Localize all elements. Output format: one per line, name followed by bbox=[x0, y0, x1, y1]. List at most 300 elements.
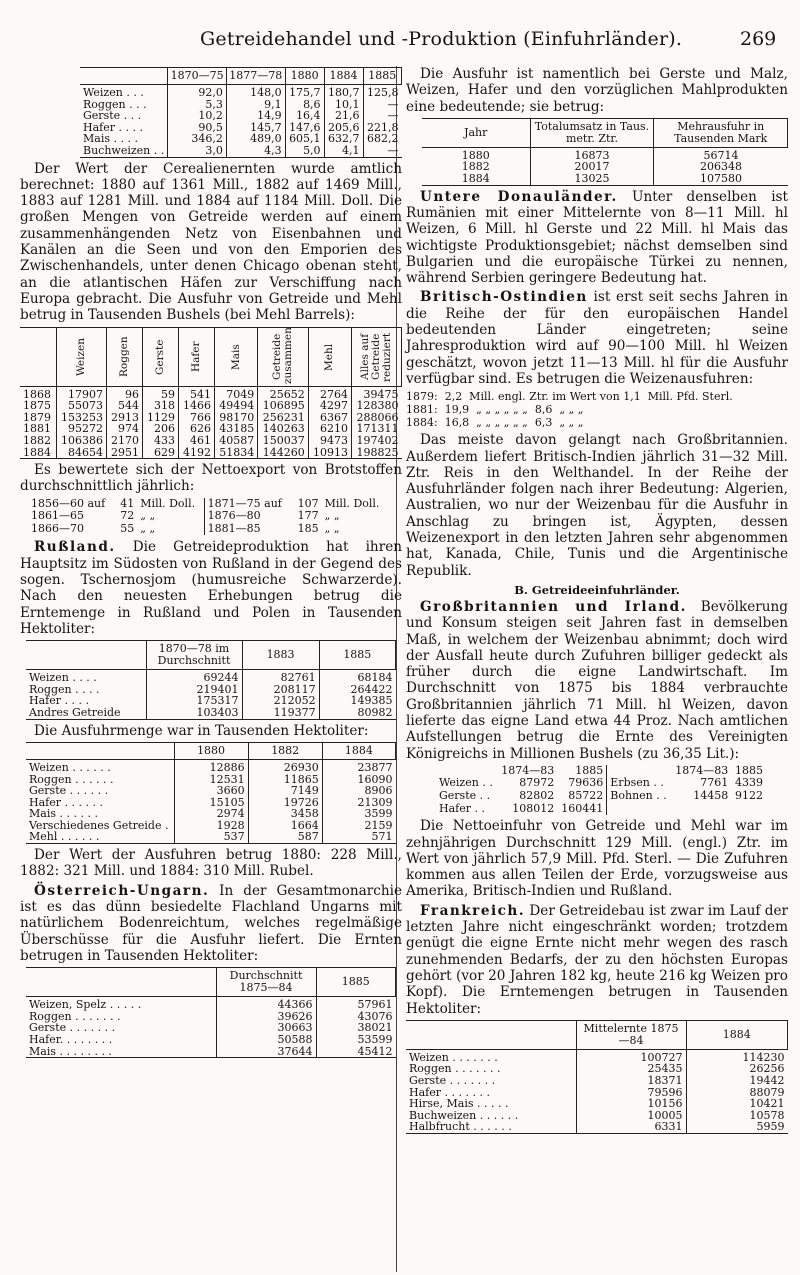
table-cell: 21,6 bbox=[324, 110, 363, 122]
table-cell: 6210 bbox=[308, 423, 351, 435]
table-row bbox=[406, 1121, 788, 1133]
table-row bbox=[28, 510, 388, 523]
table-cell: 288066 bbox=[352, 412, 402, 424]
table-cell: 10,1 bbox=[324, 99, 363, 111]
table-cell: 149385 bbox=[319, 695, 395, 707]
table-cell: 974 bbox=[106, 423, 142, 435]
table-cell: 206348 bbox=[654, 161, 788, 173]
austria-harvest-table bbox=[26, 967, 396, 1058]
table-cell: 10005 bbox=[576, 1110, 686, 1122]
table-cell: 90,5 bbox=[168, 122, 227, 134]
table-cell: 2974 bbox=[174, 808, 248, 820]
table-cell: 103403 bbox=[146, 707, 242, 719]
table-cell: 18371 bbox=[576, 1075, 686, 1087]
table-cell: 175317 bbox=[146, 695, 242, 707]
row-label: Halbfrucht . . . . . . bbox=[406, 1121, 576, 1133]
table-cell: 57961 bbox=[316, 997, 396, 1011]
list-item: 1884: 16,8 „ „ „ „ „ „ 6,3 „ „ „ bbox=[406, 416, 584, 430]
table-cell: 461 bbox=[179, 435, 215, 447]
column-header bbox=[26, 968, 216, 997]
row-label: Mais . . . . . . bbox=[29, 807, 98, 821]
table-cell: 82761 bbox=[242, 670, 319, 684]
row-label: Roggen . . . . . . bbox=[29, 772, 114, 786]
paragraph-cereal-value: Der Wert der Cerealienernten wurde amtlich berechnet: 1880 auf 1361 Mill., 1882 auf 1469 Mill., 1883 auf 1281 Mill. und 1884 auf 1184 Mill. Doll. Die großen Mengen von Getreide werden auf einem zusammenhängenden Netz von Eisenbahnen und Kanälen an die Seen und von den Emporien des Zwischenhandels, unter denen Chicago obenan steht, an die atlantischen Häfen zur Verschiffung nach Europa gebracht. Die Ausfuhr von Getreide und Mehl betrug in Tausenden Bushels (bei Mehl Barrels): bbox=[20, 160, 402, 324]
table-cell: 45412 bbox=[316, 1046, 396, 1058]
table-cell: 16090 bbox=[322, 774, 395, 786]
table-row bbox=[28, 523, 388, 536]
table-cell: 6331 bbox=[576, 1121, 686, 1133]
row-label: Weizen . . . . . . bbox=[29, 760, 111, 774]
row-label: 1876—80 bbox=[204, 510, 292, 523]
table-cell: 147,6 bbox=[285, 122, 324, 134]
row-label: Buchweizen . . bbox=[80, 145, 168, 157]
row-label: 1884 bbox=[20, 447, 56, 459]
column-header: 1874—83 bbox=[501, 763, 555, 777]
column-header bbox=[106, 327, 142, 386]
table-header-row bbox=[20, 327, 402, 386]
usa-harvest-table bbox=[80, 67, 402, 158]
table-cell: 37644 bbox=[216, 1046, 316, 1058]
table-cell: 537 bbox=[174, 831, 248, 843]
table-cell: 87972 bbox=[519, 776, 555, 790]
table-cell: 10421 bbox=[686, 1098, 788, 1110]
table-cell: — bbox=[363, 99, 401, 111]
table-cell: 17907 bbox=[56, 386, 106, 400]
table-cell: 14,9 bbox=[226, 110, 285, 122]
column-header bbox=[308, 327, 351, 386]
heading-lower-danube: Untere Donauländer. bbox=[420, 188, 618, 205]
table-row bbox=[436, 803, 766, 816]
table-cell: 433 bbox=[142, 435, 178, 447]
table-cell: 219401 bbox=[146, 684, 242, 696]
row-label: Hirse, Mais . . . . . bbox=[409, 1097, 509, 1111]
india-wheat-exports bbox=[406, 390, 788, 429]
paragraph-net-export: Es bewertete sich der Nettoexport von Brotstoffen durchschnittlich jährlich: bbox=[20, 462, 402, 495]
table-cell: 605,1 bbox=[285, 133, 324, 145]
column-header: 1885 bbox=[316, 968, 396, 997]
table-cell: 153253 bbox=[56, 412, 106, 424]
paragraph-great-britain bbox=[406, 599, 788, 762]
table-cell: 212052 bbox=[242, 695, 319, 707]
row-label: 1879 bbox=[23, 410, 51, 424]
column-header-label: Weizen bbox=[74, 337, 87, 376]
column-header: 1870—78 im Durchschnitt bbox=[146, 641, 242, 670]
table-row bbox=[20, 400, 402, 412]
uk-harvest-table bbox=[436, 765, 766, 815]
table-row bbox=[26, 670, 396, 684]
table-cell: 10,2 bbox=[168, 110, 227, 122]
heading-france: Frankreich. bbox=[420, 902, 526, 919]
table-cell: 9122 bbox=[735, 789, 763, 803]
row-label: Weizen . . bbox=[439, 776, 493, 790]
table-cell: 25652 bbox=[258, 386, 308, 400]
table-cell: 544 bbox=[106, 400, 142, 412]
table-cell: 3599 bbox=[322, 808, 395, 820]
column-header: Mehrausfuhr in Tausenden Mark bbox=[654, 118, 788, 147]
table-cell bbox=[731, 803, 766, 816]
table-cell: 20017 bbox=[530, 161, 654, 173]
table-row bbox=[80, 145, 402, 157]
row-label: Andres Getreide bbox=[26, 707, 146, 719]
column-header: 1880 bbox=[285, 68, 324, 85]
table-cell: „ „ bbox=[140, 521, 156, 535]
row-label: Gerste . . bbox=[439, 789, 491, 803]
table-cell: 12886 bbox=[174, 759, 248, 773]
table-cell: 7761 bbox=[700, 776, 729, 790]
table-cell: 98170 bbox=[215, 412, 258, 424]
table-cell: 766 bbox=[179, 412, 215, 424]
row-label: Verschiedenes Getreide . bbox=[29, 818, 169, 832]
table-cell: 59 bbox=[142, 386, 178, 400]
table-cell: 55 bbox=[120, 521, 135, 535]
table-cell: 1664 bbox=[248, 820, 322, 832]
row-label: Mais . . . . . . . . bbox=[26, 1046, 216, 1058]
row-label: 1875 bbox=[23, 399, 51, 413]
table-row bbox=[20, 435, 402, 447]
table-cell: 92,0 bbox=[168, 85, 227, 99]
table-cell: 8906 bbox=[322, 785, 395, 797]
table-cell: 100727 bbox=[576, 1049, 686, 1063]
table-cell: 79636 bbox=[568, 776, 604, 790]
row-label: Roggen . . . . bbox=[29, 682, 100, 696]
row-label: 1871—75 auf bbox=[204, 498, 292, 511]
russia-export-table bbox=[26, 742, 396, 844]
table-cell: 632,7 bbox=[324, 133, 363, 145]
table-cell: 629 bbox=[142, 447, 178, 459]
table-cell: 197402 bbox=[352, 435, 402, 447]
table-cell: 55073 bbox=[56, 400, 106, 412]
row-label: Bohnen . . bbox=[607, 790, 671, 803]
table-cell: 44366 bbox=[216, 997, 316, 1011]
column-header: 1885 bbox=[363, 68, 401, 85]
row-label: Gerste . . . . . . bbox=[29, 784, 109, 798]
table-cell: 9,1 bbox=[226, 99, 285, 111]
paragraph-russia bbox=[20, 539, 402, 637]
table-cell: 205,6 bbox=[324, 122, 363, 134]
row-label: 1881—85 bbox=[204, 523, 292, 536]
row-label: Gerste . . . . . . . bbox=[409, 1074, 496, 1087]
table-cell: 108012 bbox=[512, 801, 555, 815]
table-cell: 41 bbox=[120, 496, 135, 510]
table-row bbox=[20, 386, 402, 400]
row-label: Erbsen . . bbox=[607, 777, 671, 790]
table-row bbox=[436, 790, 766, 803]
text-lower-danube: Unter denselben ist Rumänien mit einer Mittelernte von 8—11 Mill. hl Weizen, 6 Mill. hl Gerste und 22 Mill. hl Mais das wichtigste Produktionsgebiet; nächst demselben sind Bulgarien und die europäische Türkei zu nennen, während Serbien geringere Bedeutung hat. bbox=[406, 188, 788, 287]
table-cell: 198825 bbox=[352, 447, 402, 459]
column-header bbox=[80, 68, 168, 85]
row-label: 1882 bbox=[23, 433, 51, 447]
table-row bbox=[422, 173, 788, 185]
column-header: 1883 bbox=[242, 641, 319, 670]
column-header bbox=[56, 327, 106, 386]
table-cell: 10156 bbox=[576, 1098, 686, 1110]
table-cell: 79596 bbox=[576, 1087, 686, 1099]
table-cell: — bbox=[363, 145, 401, 157]
column-header: 1885 bbox=[735, 763, 763, 777]
table-cell: 626 bbox=[179, 423, 215, 435]
table-row bbox=[26, 831, 396, 843]
table-cell: — bbox=[363, 110, 401, 122]
table-cell: 1129 bbox=[142, 412, 178, 424]
table-cell: 3458 bbox=[248, 808, 322, 820]
column-header: Durchschnitt 1875—84 bbox=[216, 968, 316, 997]
table-cell: 119377 bbox=[242, 707, 319, 719]
table-cell: 7049 bbox=[215, 386, 258, 400]
row-label: 1882 bbox=[461, 160, 490, 174]
table-cell: 69244 bbox=[146, 670, 242, 684]
right-column bbox=[406, 64, 788, 1137]
column-header bbox=[179, 327, 215, 386]
row-label: Weizen . . . . bbox=[29, 671, 97, 685]
row-label: 1861—65 bbox=[31, 509, 84, 523]
table-cell: 160441 bbox=[561, 801, 604, 815]
table-cell: 221,8 bbox=[363, 122, 401, 134]
table-cell: 208117 bbox=[242, 684, 319, 696]
paragraph-export-volume: Die Ausfuhrmenge war in Tausenden Hektoliter: bbox=[34, 722, 369, 739]
text-france: Der Getreidebau ist zwar im Lauf der letzten Jahre nicht eingeschränkt worden; trotzdem genügt die eigne Ernte nicht mehr wegen des rasch zunehmenden Bedarfs, der zu den höchsten Europas gehört (vor 20 Jahren 182 kg, heute 216 kg Weizen pro Kopf). Die Erntemengen betrugen in Tausenden Hektoliter: bbox=[406, 902, 788, 1017]
table-cell: 318 bbox=[142, 400, 178, 412]
usa-export-table bbox=[20, 327, 402, 460]
table-row bbox=[80, 85, 402, 99]
table-cell: 4192 bbox=[179, 447, 215, 459]
row-label: Roggen . . . bbox=[83, 97, 147, 111]
table-cell: 30663 bbox=[216, 1022, 316, 1034]
table-cell: 1928 bbox=[174, 820, 248, 832]
table-cell: 96 bbox=[106, 386, 142, 400]
row-label: Roggen . . . . . . . bbox=[29, 1009, 121, 1023]
paragraph-austria-export: Die Ausfuhr ist namentlich bei Gerste und Malz, Weizen, Hafer und den vorzüglichen Mahlprodukten eine bedeutende; sie betrug: bbox=[406, 66, 788, 115]
list-item: 1881: 19,9 „ „ „ „ „ „ 8,6 „ „ „ bbox=[406, 403, 584, 417]
heading-austria-hungary: Österreich-Ungarn. bbox=[34, 882, 210, 899]
austria-export-table bbox=[422, 118, 788, 186]
france-harvest-table bbox=[406, 1020, 788, 1134]
column-header bbox=[406, 1020, 576, 1049]
table-cell: 16873 bbox=[530, 147, 654, 161]
column-header: 1884 bbox=[686, 1020, 788, 1049]
row-label: Gerste . . . . . . . bbox=[29, 1021, 116, 1035]
table-cell: 2913 bbox=[106, 412, 142, 424]
row-label: Hafer. . . . . . . . bbox=[29, 1032, 113, 1046]
column-header-label: Mais bbox=[229, 343, 242, 370]
table-cell: 84654 bbox=[56, 447, 106, 459]
row-label: 1856—60 auf bbox=[31, 496, 106, 510]
table-row bbox=[20, 447, 402, 459]
table-cell: 49494 bbox=[215, 400, 258, 412]
paragraph-british-india bbox=[406, 289, 788, 387]
table-cell: 264422 bbox=[319, 684, 395, 696]
table-cell: 23877 bbox=[322, 759, 395, 773]
table-cell: 150037 bbox=[258, 435, 308, 447]
row-label: Weizen, Spelz . . . . . bbox=[29, 998, 142, 1012]
table-cell: 144260 bbox=[258, 447, 308, 459]
left-column bbox=[20, 64, 402, 1061]
table-cell: 53599 bbox=[316, 1034, 396, 1046]
table-cell: 19442 bbox=[686, 1075, 788, 1087]
column-header: 1880 bbox=[174, 742, 248, 759]
table-row bbox=[406, 1075, 788, 1087]
table-cell: 571 bbox=[322, 831, 395, 843]
table-row bbox=[26, 1034, 396, 1046]
table-header-row bbox=[80, 68, 402, 85]
row-label: Weizen . . . bbox=[83, 86, 144, 99]
table-cell: 2764 bbox=[308, 386, 351, 400]
column-header-label: Alles auf Getreide reduziert bbox=[359, 332, 393, 382]
table-row bbox=[26, 785, 396, 797]
column-header bbox=[215, 327, 258, 386]
column-header bbox=[258, 327, 308, 386]
table-cell: 43185 bbox=[215, 423, 258, 435]
table-cell: 51834 bbox=[215, 447, 258, 459]
table-header-row bbox=[26, 641, 396, 670]
table-cell: 256231 bbox=[258, 412, 308, 424]
table-cell: 9473 bbox=[308, 435, 351, 447]
table-row bbox=[26, 997, 396, 1011]
table-cell: 171311 bbox=[352, 423, 402, 435]
table-cell: 7149 bbox=[248, 785, 322, 797]
paragraph-other-exporters: Das meiste davon gelangt nach Großbritannien. Außerdem liefert Britisch-Indien jährlich 31—32 Mill. Ztr. Reis in den Welthandel. In der Reihe der Ausfuhrländer folgen nach ihrer Bedeutung: Algerien, Australien, wo nur der Weizenbau für die Ausfuhr in Anschlag zu bringen ist, Ägypten, dessen Weizenexport in den letzten Jahren sehr abgenommen hat, Kanada, Chile, Tunis und die Argentinische Republik. bbox=[406, 432, 788, 579]
table-cell: 40587 bbox=[215, 435, 258, 447]
column-header: 1884 bbox=[324, 68, 363, 85]
column-header: 1885 bbox=[319, 641, 395, 670]
table-cell: 5,0 bbox=[285, 145, 324, 157]
column-header: Jahr bbox=[422, 118, 530, 147]
table-cell: 177 bbox=[297, 509, 319, 523]
table-cell: 10913 bbox=[308, 447, 351, 459]
table-cell: 4297 bbox=[308, 400, 351, 412]
table-cell: 43076 bbox=[316, 1011, 396, 1023]
table-cell bbox=[607, 803, 671, 816]
table-cell bbox=[671, 803, 731, 816]
russia-harvest-table bbox=[26, 640, 396, 719]
heading-russia: Rußland. bbox=[34, 539, 116, 556]
column-header bbox=[352, 327, 402, 386]
column-header: 1874—83 bbox=[675, 763, 729, 777]
row-label: 1866—70 bbox=[31, 521, 84, 535]
column-header bbox=[26, 641, 146, 670]
row-label: Hafer . . . . bbox=[29, 694, 89, 708]
row-label: Hafer . . . . bbox=[83, 120, 143, 134]
row-label: Roggen . . . . . . . bbox=[409, 1062, 501, 1076]
table-cell: 72 bbox=[120, 509, 135, 523]
table-cell: 489,0 bbox=[226, 133, 285, 145]
table-cell: 3,0 bbox=[168, 145, 227, 157]
row-label: 1868 bbox=[23, 387, 51, 401]
table-cell: 114230 bbox=[686, 1049, 788, 1063]
table-cell: 175,7 bbox=[285, 85, 324, 99]
table-cell: 26256 bbox=[686, 1063, 788, 1075]
row-label: Hafer . . . . . . . bbox=[409, 1085, 490, 1099]
text-british-india: ist erst seit sechs Jahren in die Reihe der für den europäischen Handel bedeutenden Länder eingetreten; seine Jahresproduktion wird auf 90—100 Mill. hl Weizen geschätzt, wovon jetzt 11—13 Mill. hl für die Ausfuhr verfügbar sind. Es betrugen die Weizenausfuhren: bbox=[406, 289, 788, 387]
table-cell: 682,2 bbox=[363, 133, 401, 145]
table-cell: 16,4 bbox=[285, 110, 324, 122]
table-row bbox=[26, 707, 396, 719]
net-export-table bbox=[28, 498, 388, 536]
table-cell: 128380 bbox=[352, 400, 402, 412]
table-cell: 13025 bbox=[530, 173, 654, 185]
table-cell: 56714 bbox=[654, 147, 788, 161]
table-cell: 8,6 bbox=[285, 99, 324, 111]
table-cell: 106386 bbox=[56, 435, 106, 447]
column-header: 1884 bbox=[322, 742, 395, 759]
table-row bbox=[26, 1046, 396, 1058]
table-cell: 19726 bbox=[248, 797, 322, 809]
table-cell: 10578 bbox=[686, 1110, 788, 1122]
table-cell: Mill. Doll. bbox=[140, 496, 196, 510]
table-cell: 14458 bbox=[693, 789, 729, 803]
table-cell: 50588 bbox=[216, 1034, 316, 1046]
table-cell: Mill. Doll. bbox=[324, 496, 380, 510]
column-header bbox=[142, 327, 178, 386]
column-header: 1885 bbox=[575, 763, 604, 777]
table-cell: 4,1 bbox=[324, 145, 363, 157]
paragraph-export-value: Der Wert der Ausfuhren betrug 1880: 228 Mill., 1882: 321 Mill. und 1884: 310 Mill. Rubel. bbox=[20, 847, 402, 880]
table-cell: 21309 bbox=[322, 797, 395, 809]
heading-great-britain: Großbritannien und Irland. bbox=[420, 598, 687, 615]
table-header-row bbox=[26, 742, 396, 759]
table-row bbox=[422, 147, 788, 161]
table-cell: 6367 bbox=[308, 412, 351, 424]
text-great-britain: Bevölkerung und Konsum steigen seit Jahren fast in demselben Maß, in welchem der Weizenbau abnimmt; doch wird der Ausfall heute durch Zufuhren billiger gedeckt als früher durch die eigne Landwirtschaft. Im Durchschnitt von 1875 bis 1884 verbrauchte Großbritannien jährlich 71 Mill. hl Weizen, davon lieferte das eigne Land etwa 44 Proz. Nach amtlichen Aufstellungen betrug die Ernte des Vereinigten Königreichs in Millionen Bushels (zu 36,35 Lit.): bbox=[406, 598, 788, 762]
column-header-label: Gerste bbox=[154, 338, 166, 375]
table-cell: 140263 bbox=[258, 423, 308, 435]
table-cell: 15105 bbox=[174, 797, 248, 809]
row-label: Gerste . . . bbox=[83, 109, 142, 123]
table-cell: 2170 bbox=[106, 435, 142, 447]
table-cell: 38021 bbox=[316, 1022, 396, 1034]
table-cell: 4339 bbox=[735, 776, 763, 790]
table-cell: 107580 bbox=[654, 173, 788, 185]
row-label: Mais . . . . bbox=[83, 132, 138, 146]
table-cell: 185 bbox=[297, 521, 319, 535]
table-cell: 12531 bbox=[174, 774, 248, 786]
table-cell: 5,3 bbox=[168, 99, 227, 111]
running-header bbox=[0, 26, 800, 56]
table-cell: 587 bbox=[248, 831, 322, 843]
table-cell: 82802 bbox=[519, 789, 555, 803]
table-cell: 148,0 bbox=[226, 85, 285, 99]
table-cell: 80982 bbox=[319, 707, 395, 719]
table-cell: 2159 bbox=[322, 820, 395, 832]
table-cell: „ „ bbox=[140, 509, 156, 523]
list-item: 1879: 2,2 Mill. engl. Ztr. im Wert von 1,1 Mill. Pfd. Sterl. bbox=[406, 390, 733, 404]
table-cell: 1466 bbox=[179, 400, 215, 412]
heading-british-india: Britisch-Ostindien bbox=[420, 289, 588, 306]
table-cell: 25435 bbox=[576, 1063, 686, 1075]
table-cell: 88079 bbox=[686, 1087, 788, 1099]
table-cell: 2951 bbox=[106, 447, 142, 459]
paragraph-net-import: Die Nettoeinfuhr von Getreide und Mehl war im zehnjährigen Durchschnitt 129 Mill. (engl.) Ztr. im Wert von jährlich 57,9 Mill. Pfd. Sterl. — Die Zufuhren kommen aus allen Teilen der Erde, vorzugsweise aus Amerika, Britisch-Indien und Rußland. bbox=[406, 818, 788, 900]
paragraph-lower-danube bbox=[406, 189, 788, 287]
table-row bbox=[26, 759, 396, 773]
table-cell: 39475 bbox=[352, 386, 402, 400]
paragraph-austria-hungary bbox=[20, 883, 402, 964]
table-cell: 4,3 bbox=[226, 145, 285, 157]
row-label: Mehl . . . . . . bbox=[26, 831, 174, 843]
row-label: Buchweizen . . . . . . bbox=[409, 1108, 519, 1122]
table-row bbox=[406, 1049, 788, 1063]
table-header-row bbox=[422, 118, 788, 147]
table-cell: 95272 bbox=[56, 423, 106, 435]
table-cell: 125,8 bbox=[363, 85, 401, 99]
row-label: Weizen . . . . . . . bbox=[409, 1050, 498, 1064]
row-label: 1880 bbox=[461, 148, 490, 162]
column-header: 1870—75 bbox=[168, 68, 227, 85]
column-header bbox=[26, 742, 174, 759]
table-cell: 206 bbox=[142, 423, 178, 435]
text-russia: Die Getreideproduktion hat ihren Hauptsitz im Südosten von Rußland in der Gegend des sogen. Tschernosjom (humusreiche Schwarzerde). Nach den neuesten Erhebungen betrug die Erntemenge in Rußland und Polen in Tausenden Hektoliter: bbox=[20, 539, 402, 637]
column-header: 1882 bbox=[248, 742, 322, 759]
table-header-row bbox=[406, 1020, 788, 1049]
